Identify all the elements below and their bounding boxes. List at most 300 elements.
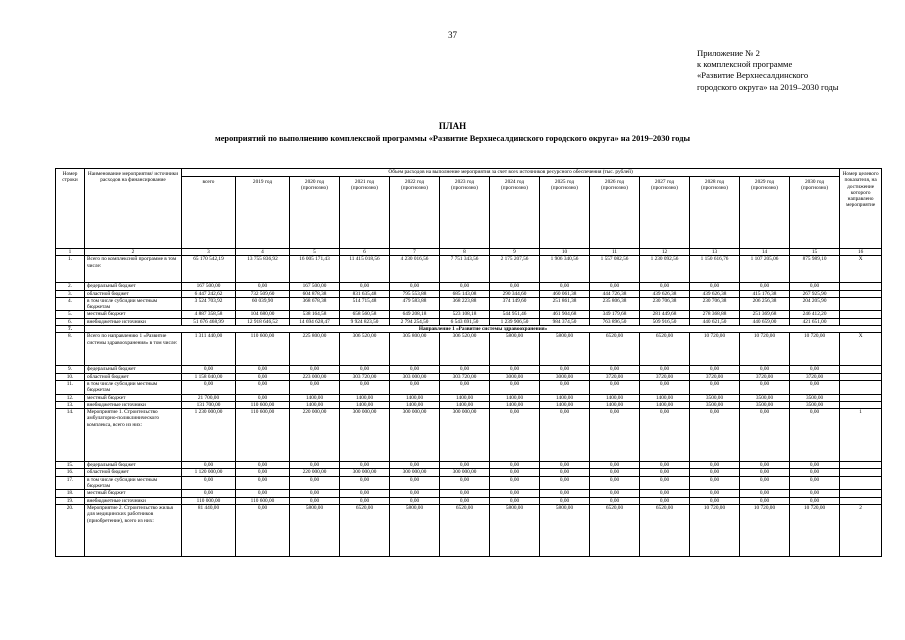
cell-value: 1 557 082,56 — [590, 256, 640, 283]
cell-value: 1 120 000,00 — [182, 469, 236, 476]
cell-value: 6 543 691,50 — [440, 318, 490, 325]
cell-value: 0,00 — [740, 283, 790, 290]
column-number: 8 — [440, 249, 490, 256]
row-number: 2. — [56, 283, 85, 290]
row-name: внебюджетные источники — [85, 401, 182, 408]
cell-value: 110 600,00 — [236, 333, 290, 366]
header-year-12: 2030 год (прогнозно) — [790, 177, 840, 249]
cell-value: 0,00 — [290, 497, 340, 504]
row-number: 8. — [56, 333, 85, 366]
table-row — [56, 490, 882, 497]
cell-value: 223 000,00 — [290, 373, 340, 380]
cell-value: 267 925,90 — [790, 290, 840, 297]
cell-value: 1400,00 — [440, 401, 490, 408]
column-number: 9 — [490, 249, 540, 256]
cell-value: 0,00 — [590, 490, 640, 497]
row-name: в том числе субсидии местным бюджетам — [85, 297, 182, 311]
cell-value: 440 659,00 — [740, 318, 790, 325]
row-name: внебюджетные источники — [85, 497, 182, 504]
cell-value: 1400,00 — [390, 401, 440, 408]
row-number: 9. — [56, 366, 85, 373]
column-numbers-row — [56, 249, 882, 256]
indicator-number: 1 — [840, 409, 882, 462]
cell-value: 440 621,50 — [690, 318, 740, 325]
cell-value: 1400,00 — [340, 401, 390, 408]
cell-value: 6520,00 — [640, 504, 690, 556]
cell-value: 444 726,38 — [590, 290, 640, 297]
cell-value: 16 005 171,43 — [290, 256, 340, 283]
cell-value: 5800,00 — [540, 333, 590, 366]
cell-value: 0,00 — [290, 490, 340, 497]
header-year-7: 2025 год (прогнозно) — [540, 177, 590, 249]
indicator-number — [840, 462, 882, 469]
cell-value: 7 751 343,56 — [440, 256, 490, 283]
plan-table — [55, 168, 882, 557]
cell-value: 0,00 — [540, 497, 590, 504]
cell-value: 0,00 — [440, 462, 490, 469]
cell-value: 0,00 — [740, 462, 790, 469]
cell-value: 0,00 — [790, 469, 840, 476]
cell-value: 0,00 — [590, 462, 640, 469]
table-row — [56, 462, 882, 469]
cell-value: 6 447 242,62 — [182, 290, 236, 297]
cell-value: 0,00 — [340, 366, 390, 373]
cell-value: 0,00 — [640, 409, 690, 462]
cell-value: 6520,00 — [590, 504, 640, 556]
cell-value: 0,00 — [490, 380, 540, 394]
cell-value: 81 440,00 — [182, 504, 236, 556]
cell-value: 0,00 — [236, 490, 290, 497]
cell-value: 0,00 — [640, 366, 690, 373]
row-number: 11. — [56, 380, 85, 394]
cell-value: 1400,00 — [490, 401, 540, 408]
cell-value: 220 000,00 — [290, 469, 340, 476]
cell-value: 0,00 — [690, 283, 740, 290]
cell-value: 0,00 — [290, 476, 340, 490]
cell-value: 0,00 — [790, 366, 840, 373]
cell-value: 421 651,00 — [790, 318, 840, 325]
cell-value: 763 896,50 — [590, 318, 640, 325]
cell-value: 0,00 — [236, 366, 290, 373]
row-number: 19. — [56, 497, 85, 504]
cell-value: 4 230 016,56 — [390, 256, 440, 283]
cell-value: 1400,00 — [590, 394, 640, 401]
cell-value: 306 520,00 — [340, 333, 390, 366]
row-number: 18. — [56, 490, 85, 497]
cell-value: 1400,00 — [540, 401, 590, 408]
cell-value: 3000,00 — [490, 373, 540, 380]
indicator-number: Х — [840, 333, 882, 366]
cell-value: 1400,00 — [340, 394, 390, 401]
table-row — [56, 373, 882, 380]
cell-value: 0,00 — [236, 283, 290, 290]
cell-value: 110 000,00 — [182, 497, 236, 504]
cell-value: 6520,00 — [340, 504, 390, 556]
cell-value: 65 170 542,19 — [182, 256, 236, 283]
cell-value: 0,00 — [236, 476, 290, 490]
cell-value: 0,00 — [340, 462, 390, 469]
cell-value: 0,00 — [790, 476, 840, 490]
cell-value: 368 223,88 — [440, 297, 490, 311]
cell-value: 0,00 — [490, 409, 540, 462]
indicator-number: Х — [840, 256, 882, 283]
cell-value: 21 700,00 — [182, 394, 236, 401]
cell-value: 1400,00 — [640, 394, 690, 401]
cell-value: 11 415 018,56 — [340, 256, 390, 283]
header-name: Наименование мероприятия/ источники расходов на финансирование — [85, 169, 182, 249]
cell-value: 0,00 — [440, 497, 490, 504]
cell-value: 167 500,00 — [290, 283, 340, 290]
cell-value: 1 239 906,50 — [490, 318, 540, 325]
cell-value: 220 000,00 — [290, 409, 340, 462]
cell-value: 0,00 — [390, 283, 440, 290]
indicator-number — [840, 469, 882, 476]
cell-value: 131 700,00 — [182, 401, 236, 408]
table-row — [56, 504, 882, 556]
cell-value: 0,00 — [236, 504, 290, 556]
cell-value: 3500,00 — [740, 394, 790, 401]
appendix-line: «Развитие Верхнесалдинского — [697, 70, 809, 81]
cell-value: 0,00 — [540, 469, 590, 476]
appendix-line: городского округа» на 2019–2030 годы — [697, 81, 839, 92]
cell-value: 509 916,50 — [640, 318, 690, 325]
cell-value: 0,00 — [690, 380, 740, 394]
cell-value: 230 706,38 — [640, 297, 690, 311]
row-name: федеральный бюджет — [85, 366, 182, 373]
cell-value: 0,00 — [590, 476, 640, 490]
cell-value: 110 600,00 — [236, 497, 290, 504]
row-number: 7. — [56, 326, 85, 333]
row-name: местный бюджет — [85, 311, 182, 318]
cell-value: 0,00 — [540, 409, 590, 462]
cell-value: 300 000,00 — [390, 409, 440, 462]
row-name: местный бюджет — [85, 490, 182, 497]
table-row — [56, 394, 882, 401]
cell-value: 0,00 — [740, 469, 790, 476]
cell-value: 0,00 — [440, 490, 490, 497]
cell-value: 1 107 205,06 — [740, 256, 790, 283]
cell-value: 0,00 — [590, 469, 640, 476]
cell-value: 0,00 — [690, 462, 740, 469]
cell-value: 0,00 — [690, 366, 740, 373]
row-name: Всего по направлению 1 «Развитие системы здравоохранения» в том числе: — [85, 333, 182, 366]
row-number: 14. — [56, 409, 85, 462]
cell-value: 14 694 628,47 — [290, 318, 340, 325]
cell-value: 0,00 — [690, 409, 740, 462]
header-year-3: 2021 год (прогнозно) — [340, 177, 390, 249]
row-number: 6. — [56, 318, 85, 325]
cell-value: 3720,00 — [690, 373, 740, 380]
cell-value: 6520,00 — [590, 333, 640, 366]
cell-value: 4 887 358,58 — [182, 311, 236, 318]
cell-value: 3500,00 — [690, 394, 740, 401]
cell-value: 1400,00 — [490, 394, 540, 401]
cell-value: 0,00 — [490, 497, 540, 504]
cell-value: 732 509,60 — [236, 290, 290, 297]
column-number: 1 — [56, 249, 85, 256]
row-number: 17. — [56, 476, 85, 490]
cell-value: 1 230 000,00 — [182, 409, 236, 462]
cell-value: 281 449,68 — [640, 311, 690, 318]
cell-value: 3720,00 — [790, 373, 840, 380]
cell-value: 1400,00 — [540, 394, 590, 401]
cell-value: 523 108,18 — [440, 311, 490, 318]
row-number: 1. — [56, 256, 85, 283]
cell-value: 349 179,68 — [590, 311, 640, 318]
cell-value: 0,00 — [640, 380, 690, 394]
cell-value: 0,00 — [740, 409, 790, 462]
cell-value: 439 626,38 — [640, 290, 690, 297]
appendix-line: к комплексной программе — [697, 59, 793, 70]
cell-value: 251 861,38 — [540, 297, 590, 311]
indicator-number — [840, 297, 882, 311]
indicator-number — [840, 290, 882, 297]
header-year-11: 2029 год (прогнозно) — [740, 177, 790, 249]
row-name: Мероприятие 1. Строительство амбулаторно-поликлинического комплекса, всего из них: — [85, 409, 182, 462]
cell-value: 5800,00 — [540, 504, 590, 556]
row-name: областной бюджет — [85, 469, 182, 476]
cell-value: 3720,00 — [740, 373, 790, 380]
row-name: внебюджетные источники — [85, 318, 182, 325]
row-name: федеральный бюджет — [85, 462, 182, 469]
row-name: Всего по комплексной программе в том числе: — [85, 256, 182, 283]
cell-value: 0,00 — [690, 476, 740, 490]
cell-value: 10 720,00 — [790, 504, 840, 556]
cell-value: 10 720,00 — [790, 333, 840, 366]
cell-value: 0,00 — [236, 373, 290, 380]
cell-value: 10 720,00 — [690, 504, 740, 556]
cell-value: 0,00 — [236, 462, 290, 469]
cell-value: 1400,00 — [390, 394, 440, 401]
column-number: 10 — [540, 249, 590, 256]
cell-value: 1 150 616,76 — [690, 256, 740, 283]
cell-value: 0,00 — [182, 366, 236, 373]
cell-value: 0,00 — [390, 462, 440, 469]
indicator-number — [840, 366, 882, 373]
cell-value: 303 720,00 — [440, 373, 490, 380]
cell-value: 0,00 — [440, 283, 490, 290]
cell-value: 649 208,18 — [390, 311, 440, 318]
cell-value: 0,00 — [590, 497, 640, 504]
row-number: 13. — [56, 401, 85, 408]
cell-value: 479 583,88 — [390, 297, 440, 311]
cell-value: 246 412,20 — [790, 311, 840, 318]
cell-value: 685 143,08 — [440, 290, 490, 297]
table-row — [56, 476, 882, 490]
column-number: 7 — [390, 249, 440, 256]
row-number: 10. — [56, 373, 85, 380]
column-number: 15 — [790, 249, 840, 256]
appendix-note — [697, 48, 897, 93]
cell-value: 514 715,48 — [340, 297, 390, 311]
document-subtitle: мероприятий по выполнению комплексной программы «Развитие Верхнесалдинского городского округа» на 2019–2030 годы — [215, 134, 690, 143]
indicator-number — [840, 497, 882, 504]
cell-value: 0,00 — [182, 462, 236, 469]
cell-value: 0,00 — [740, 366, 790, 373]
column-number: 5 — [290, 249, 340, 256]
row-name: областной бюджет — [85, 373, 182, 380]
cell-value: 300 000,00 — [340, 469, 390, 476]
cell-value: 225 800,00 — [290, 333, 340, 366]
cell-value: 3 524 703,92 — [182, 297, 236, 311]
cell-value: 1400,00 — [590, 401, 640, 408]
cell-value: 0,00 — [490, 476, 540, 490]
cell-value: 51 676 468,99 — [182, 318, 236, 325]
cell-value: 0,00 — [540, 380, 590, 394]
cell-value: 300 000,00 — [340, 409, 390, 462]
cell-value: 0,00 — [236, 469, 290, 476]
column-number: 6 — [340, 249, 390, 256]
cell-value: 0,00 — [640, 462, 690, 469]
cell-value: 1400,00 — [290, 401, 340, 408]
row-number: 5. — [56, 311, 85, 318]
cell-value: 439 626,38 — [690, 290, 740, 297]
column-number: 4 — [236, 249, 290, 256]
cell-value: 9 924 823,50 — [340, 318, 390, 325]
cell-value: 0,00 — [236, 394, 290, 401]
cell-value: 1 311 440,00 — [182, 333, 236, 366]
table-row — [56, 256, 882, 283]
cell-value: 0,00 — [640, 283, 690, 290]
cell-value: 0,00 — [590, 409, 640, 462]
column-number: 16 — [840, 249, 882, 256]
cell-value: 0,00 — [340, 380, 390, 394]
cell-value: 0,00 — [690, 490, 740, 497]
cell-value: 0,00 — [790, 283, 840, 290]
cell-value: 10 720,00 — [740, 333, 790, 366]
row-number: 3. — [56, 290, 85, 297]
column-number: 11 — [590, 249, 640, 256]
cell-value: 5800,00 — [390, 504, 440, 556]
cell-value: 374 149,60 — [490, 297, 540, 311]
cell-value: 0,00 — [490, 366, 540, 373]
cell-value: 0,00 — [790, 490, 840, 497]
cell-value: 0,00 — [440, 380, 490, 394]
indicator-number — [840, 283, 882, 290]
cell-value: 0,00 — [490, 283, 540, 290]
cell-value: 3500,00 — [740, 401, 790, 408]
direction-heading: Направление 1 «Развитие системы здравоохранения» — [85, 326, 882, 333]
cell-value: 0,00 — [440, 366, 490, 373]
cell-value: 0,00 — [390, 366, 440, 373]
cell-value: 110 600,00 — [236, 401, 290, 408]
cell-value: 6520,00 — [640, 333, 690, 366]
table-row — [56, 318, 882, 325]
indicator-number — [840, 318, 882, 325]
document-title: ПЛАН — [438, 121, 467, 131]
cell-value: 1 230 092,56 — [640, 256, 690, 283]
column-number: 13 — [690, 249, 740, 256]
cell-value: 5800,00 — [490, 333, 540, 366]
cell-value: 2 175 207,56 — [490, 256, 540, 283]
column-number: 3 — [182, 249, 236, 256]
cell-value: 0,00 — [740, 476, 790, 490]
column-number: 14 — [740, 249, 790, 256]
cell-value: 368 678,38 — [290, 297, 340, 311]
cell-value: 0,00 — [340, 497, 390, 504]
indicator-number — [840, 373, 882, 380]
cell-value: 167 500,00 — [182, 283, 236, 290]
cell-value: 0,00 — [590, 366, 640, 373]
cell-value: 0,00 — [390, 476, 440, 490]
table-row — [56, 366, 882, 373]
cell-value: 0,00 — [340, 490, 390, 497]
appendix-line: Приложение № 2 — [697, 48, 760, 58]
cell-value: 0,00 — [290, 462, 340, 469]
cell-value: 6520,00 — [440, 504, 490, 556]
cell-value: 0,00 — [640, 490, 690, 497]
indicator-number — [840, 394, 882, 401]
cell-value: 1400,00 — [440, 394, 490, 401]
cell-value: 10 720,00 — [690, 333, 740, 366]
header-indicator: Номер целевого показателя, на достижение которого направлено мероприятие — [840, 169, 882, 249]
cell-value: 0,00 — [790, 380, 840, 394]
table-row — [56, 401, 882, 408]
table-row — [56, 333, 882, 366]
table-row — [56, 311, 882, 318]
cell-value: 0,00 — [290, 366, 340, 373]
cell-value: 0,00 — [690, 469, 740, 476]
page-number: 37 — [448, 30, 457, 40]
cell-value: 0,00 — [790, 409, 840, 462]
cell-value: 300 000,00 — [440, 469, 490, 476]
header-row-number: Номер строки — [56, 169, 85, 249]
cell-value: 0,00 — [182, 490, 236, 497]
cell-value: 0,00 — [182, 380, 236, 394]
row-name: федеральный бюджет — [85, 283, 182, 290]
cell-value: 0,00 — [490, 469, 540, 476]
row-name: в том числе субсидии местным бюджетам — [85, 476, 182, 490]
indicator-number — [840, 490, 882, 497]
cell-value: 795 553,88 — [390, 290, 440, 297]
cell-value: 3720,00 — [640, 373, 690, 380]
indicator-number — [840, 380, 882, 394]
cell-value: 461 904,68 — [540, 311, 590, 318]
cell-value: 13 755 836,92 — [236, 256, 290, 283]
cell-value: 0,00 — [540, 462, 590, 469]
cell-value: 2 794 254,50 — [390, 318, 440, 325]
cell-value: 305 800,00 — [390, 333, 440, 366]
indicator-number — [840, 311, 882, 318]
cell-value: 230 706,38 — [690, 297, 740, 311]
cell-value: 0,00 — [390, 380, 440, 394]
indicator-number: 2 — [840, 504, 882, 556]
header-year-6: 2024 год (прогнозно) — [490, 177, 540, 249]
column-number: 12 — [640, 249, 690, 256]
cell-value: 984 374,50 — [540, 318, 590, 325]
table-row — [56, 283, 882, 290]
cell-value: 278 368,88 — [690, 311, 740, 318]
cell-value: 0,00 — [590, 380, 640, 394]
row-number: 15. — [56, 462, 85, 469]
cell-value: 60 039,90 — [236, 297, 290, 311]
cell-value: 604 878,38 — [290, 290, 340, 297]
cell-value: 303 720,00 — [340, 373, 390, 380]
cell-value: 10 720,00 — [740, 504, 790, 556]
cell-value: 3500,00 — [790, 401, 840, 408]
cell-value: 0,00 — [290, 380, 340, 394]
row-name: Мероприятие 2. Строительство жилья для медицинских работников (приобретение), всего из них: — [85, 504, 182, 556]
cell-value: 460 061,38 — [540, 290, 590, 297]
cell-value: 0,00 — [640, 497, 690, 504]
table-row — [56, 497, 882, 504]
cell-value: 1 906 340,56 — [540, 256, 590, 283]
cell-value: 235 806,38 — [590, 297, 640, 311]
cell-value: 0,00 — [390, 497, 440, 504]
row-name: областной бюджет — [85, 290, 182, 297]
cell-value: 0,00 — [740, 497, 790, 504]
cell-value: 0,00 — [236, 380, 290, 394]
